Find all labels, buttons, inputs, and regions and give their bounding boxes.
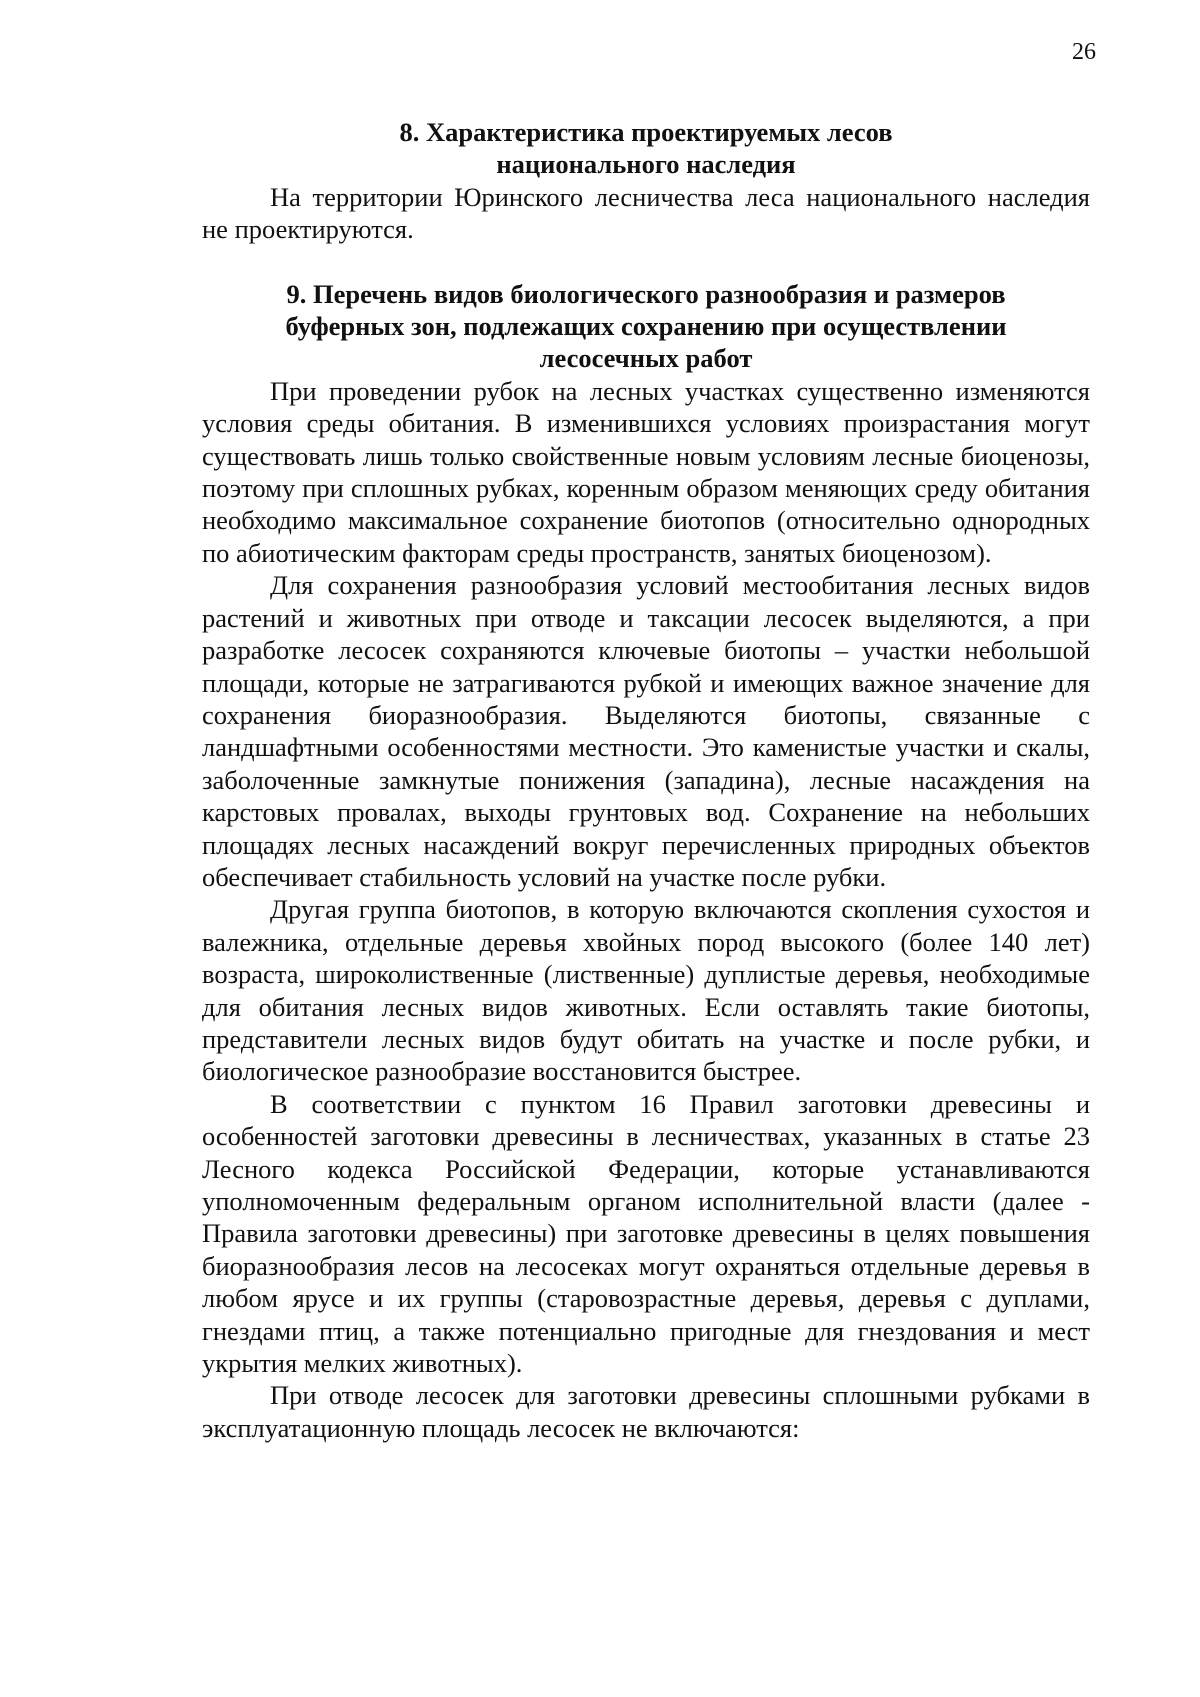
section-8-title-line: 8. Характеристика проектируемых лесов [399,117,893,147]
section-9-title [202,278,1090,375]
section-9-paragraph: Для сохранения разнообразия условий местообитания лесных видов растений и животных при отводе и таксации лесосек выделяются, а при разработке лесосек сохраняются ключевые биотопы – участки небольшой площади, которые не затрагиваются рубкой и имеющих важное значение для сохранения биоразнообразия. Выделяются биотопы, связанные с ландшафтными особенностями местности. Это каменистые участки и скалы, заболоченные замкнутые понижения (западина), лесные насаждения на карстовых провалах, выходы грунтовых вод. Сохранение на небольших площадях лесных насаждений вокруг перечисленных природных объектов обеспечивает стабильность условий на участке после рубки. [202,570,1090,892]
page-number: 26 [1072,39,1096,65]
section-9-paragraph: Другая группа биотопов, в которую включаются скопления сухостоя и валежника, отдельные деревья хвойных пород высокого (более 140 лет) возраста, широколиственные (лиственные) дуплистые деревья, необходимые для обитания лесных видов животных. Если оставлять такие биотопы, представители лесных видов будут обитать на участке и после рубки, и биологическое разнообразие восстановится быстрее. [202,894,1090,1087]
section-9-title-line: лесосечных работ [539,343,753,374]
section-8-paragraph: На территории Юринского лесничества леса национального наследия не проектируются. [202,181,1090,245]
section-8-title [202,116,1090,181]
section-9-title-line: 9. Перечень видов биологического разнообразия и размеров [286,278,1006,309]
section-spacer [202,246,1090,278]
section-9-paragraph: При отводе лесосек для заготовки древесины сплошными рубками в эксплуатационную площадь лесосек не включаются: [202,1380,1090,1443]
section-9-paragraph: При проведении рубок на лесных участках существенно изменяются условия среды обитания. В изменившихся условиях произрастания могут существовать лишь только свойственные новым условиям лесные биоценозы, поэтому при сплошных рубках, коренным образом меняющих среду обитания необходимо максимальное сохранение биотопов (относительно однородных по абиотическим факторам среды пространств, занятых биоценозом). [202,375,1090,568]
page-content [202,116,1090,1444]
section-9-paragraph: В соответствии с пунктом 16 Правил заготовки древесины и особенностей заготовки древесины в лесничествах, указанных в статье 23 Лесного кодекса Российской Федерации, которые устанавливаются уполномоченным федеральным органом исполнительной власти (далее - Правила заготовки древесины) при заготовке древесины в целях повышения биоразнообразия лесов на лесосеках могут охраняться отдельные деревья в любом ярусе и их группы (старовозрастные деревья, деревья с дуплами, гнездами птиц, а также потенциально пригодные для гнездования и мест укрытия мелких животных). [202,1088,1090,1379]
section-8-title-line: национального наследия [496,149,796,180]
section-9-title-line: буферных зон, подлежащих сохранению при осуществлении [285,311,1007,342]
